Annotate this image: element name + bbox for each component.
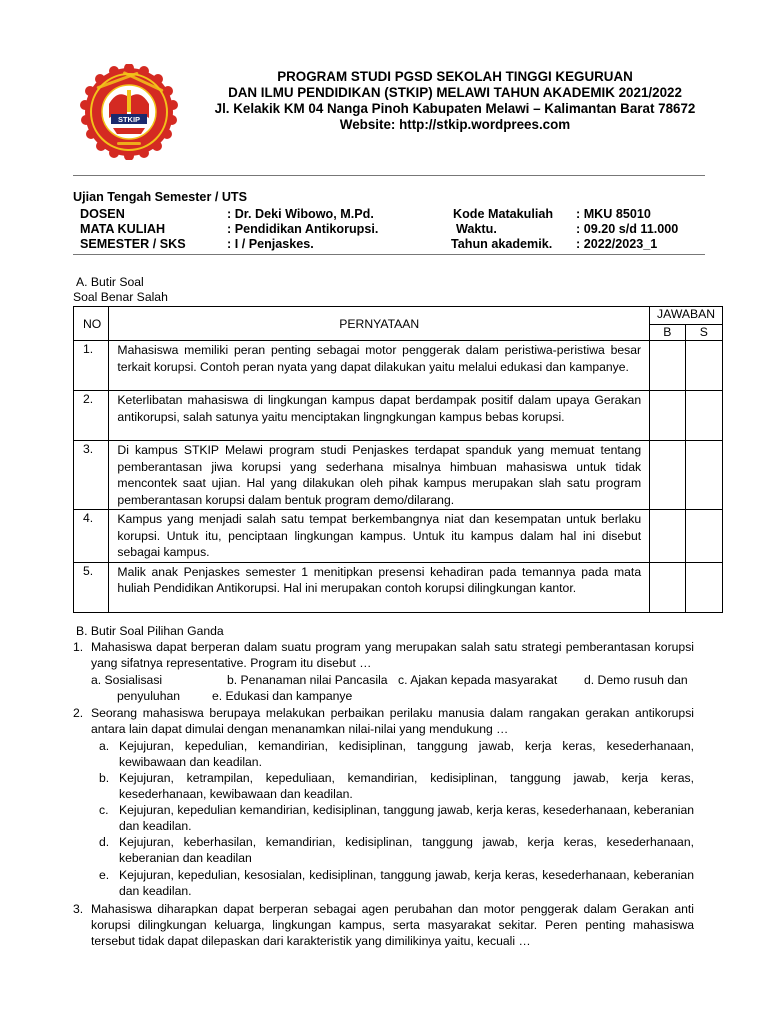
table-row bbox=[74, 341, 723, 391]
matakuliah-label: MATA KULIAH bbox=[80, 222, 166, 236]
header-website: Website: http://stkip.wordprees.com bbox=[339, 117, 571, 132]
answer-cell-b[interactable] bbox=[650, 341, 685, 391]
semester-value: : I / Penjaskes. bbox=[227, 237, 314, 251]
q2-option-label: e. bbox=[99, 868, 110, 882]
q1-option-d-continued: penyuluhan bbox=[117, 689, 181, 703]
semester-label: SEMESTER / SKS bbox=[80, 237, 186, 251]
q1-option-c[interactable]: c. Ajakan kepada masyarakat bbox=[398, 673, 558, 687]
answer-cell-s[interactable] bbox=[685, 391, 722, 441]
question-1-text: Mahasiswa dapat berperan dalam suatu program yang merupakan salah satu strategi pemberantasan korupsi yang sifatnya representative. Program itu disebut … bbox=[91, 640, 694, 670]
header-institution-line-2: DAN ILMU PENDIDIKAN (STKIP) MELAWI TAHUN AKADEMIK 2021/2022 bbox=[228, 85, 682, 100]
dosen-label: DOSEN bbox=[80, 207, 125, 221]
waktu-value: : 09.20 s/d 11.000 bbox=[576, 222, 679, 236]
kode-label: Kode Matakuliah bbox=[453, 207, 554, 221]
exam-title: Ujian Tengah Semester / UTS bbox=[73, 190, 248, 204]
q1-option-a[interactable]: a. Sosialisasi bbox=[91, 673, 163, 687]
question-2-text: Seorang mahasiswa berupaya melakukan perbaikan perilaku manusia dalam rangakan gerakan antikorupsi antara lain dapat dimulai dengan menanamkan nilai-nilai yang mendukung … bbox=[91, 706, 694, 736]
table-row bbox=[74, 510, 723, 563]
answer-cell-s[interactable] bbox=[685, 510, 722, 563]
true-false-table bbox=[73, 306, 723, 613]
info-divider bbox=[73, 254, 705, 255]
matakuliah-value: : Pendidikan Antikorupsi. bbox=[227, 222, 379, 236]
q2-option-d[interactable]: Kejujuran, keberhasilan, kemandirian, kedisiplinan, tanggung jawab, kerja keras, kesederhanaan, keberanian dan keadilan bbox=[119, 835, 694, 865]
q2-option-a[interactable]: Kejujuran, kepedulian, kemandirian, kedisiplinan, tanggung jawab, kerja keras, kesederhanaan, kewibawaan dan keadilan. bbox=[119, 739, 694, 769]
tahun-label: Tahun akademik. bbox=[451, 237, 553, 251]
svg-text:STKIP: STKIP bbox=[117, 115, 141, 124]
row-number: 5. bbox=[74, 562, 109, 612]
question-3-number: 3. bbox=[73, 902, 84, 916]
row-statement: Mahasiswa memiliki peran penting sebagai motor penggerak dalam peristiwa-peristiwa besar terkait korupsi. Contoh peran nyata yang dapat dilakukan yaitu melalui edukasi dan kampanye. bbox=[109, 341, 650, 391]
answer-cell-s[interactable] bbox=[685, 341, 722, 391]
table-row bbox=[74, 391, 723, 441]
info-row-semester bbox=[80, 237, 720, 252]
q1-option-e[interactable]: e. Edukasi dan kampanye bbox=[212, 689, 353, 703]
row-statement: Malik anak Penjaskes semester 1 menitipkan presensi kehadiran pada temannya pada mata huliah Pendidikan Antikorupsi. Hal ini merupakan contoh korupsi dilingkungan kantor. bbox=[109, 562, 650, 612]
section-a-subheading: Soal Benar Salah bbox=[73, 290, 168, 304]
header-divider bbox=[73, 175, 705, 176]
table-row bbox=[74, 441, 723, 510]
tahun-value: : 2022/2023_1 bbox=[576, 237, 658, 251]
header-institution-line-1: PROGRAM STUDI PGSD SEKOLAH TINGGI KEGURUAN bbox=[277, 69, 633, 84]
q2-option-b[interactable]: Kejujuran, ketrampilan, kepeduliaan, kemandirian, kedisiplinan, tanggung jawab, kerja keras, kesederhanaan, kewibawaan dan keadilan. bbox=[119, 771, 694, 801]
row-number: 4. bbox=[74, 510, 109, 563]
question-1-number: 1. bbox=[73, 640, 84, 654]
col-header-jawaban: JAWABAN bbox=[650, 307, 723, 325]
section-a-heading: A. Butir Soal bbox=[76, 275, 144, 289]
answer-cell-b[interactable] bbox=[650, 510, 685, 563]
col-header-s: S bbox=[685, 325, 722, 341]
answer-cell-s[interactable] bbox=[685, 562, 722, 612]
table-row bbox=[74, 562, 723, 612]
row-number: 3. bbox=[74, 441, 109, 510]
row-number: 1. bbox=[74, 341, 109, 391]
col-header-no: NO bbox=[74, 307, 109, 341]
q2-option-label: b. bbox=[99, 771, 110, 785]
question-2-number: 2. bbox=[73, 706, 84, 720]
answer-cell-b[interactable] bbox=[650, 441, 685, 510]
header-address: Jl. Kelakik KM 04 Nanga Pinoh Kabupaten Melawi – Kalimantan Barat 78672 bbox=[214, 101, 696, 116]
col-header-pernyataan: PERNYATAAN bbox=[109, 307, 650, 341]
waktu-label: Waktu. bbox=[456, 222, 497, 236]
row-number: 2. bbox=[74, 391, 109, 441]
q2-option-c[interactable]: Kejujuran, kepedulian kemandirian, kedisiplinan, tanggung jawab, kerja keras, kesederhanaan, keberanian dan keadilan. bbox=[119, 803, 694, 833]
q2-option-e[interactable]: Kejujuran, kepedulian, kesosialan, kedisiplinan, tanggung jawab, kerja keras, kesederhanaan, keberanian dan keadilan. bbox=[119, 868, 694, 898]
kode-value: : MKU 85010 bbox=[576, 207, 651, 221]
row-statement: Keterlibatan mahasiswa di lingkungan kampus dapat berdampak positif dalam upaya Gerakan antikorupsi, salah satunya yaitu menciptakan lingngkungan kampus bebas korupsi. bbox=[109, 391, 650, 441]
stkip-logo bbox=[78, 64, 180, 160]
row-statement: Di kampus STKIP Melawi program studi Penjaskes terdapat spanduk yang memuat tentang pemberantasan jiwa korupsi yang sederhana misalnya himbuan mahasiswa untuk tidak mencontek saat ujian. Hal yang dilakukan oleh pihak kampus merupakan slah satu program pemberantasan korupsi dalam bentuk program demo/dilarang. bbox=[109, 441, 650, 510]
question-3-text: Mahasiswa diharapkan dapat berperan sebagai agen perubahan dan motor penggerak dalam Gerakan anti korupsi dilingkungan keluarga, lingkungan kampus, serta masyarakat sekitar. Peren penting mahasiswa tersebut tidak dapat dilepaskan dari karakteristik yang dimilikinya yaitu, kecuali … bbox=[91, 902, 694, 948]
q2-option-label: c. bbox=[99, 803, 109, 817]
dosen-value: : Dr. Deki Wibowo, M.Pd. bbox=[227, 207, 374, 221]
q1-option-b[interactable]: b. Penanaman nilai Pancasila bbox=[227, 673, 388, 687]
answer-cell-s[interactable] bbox=[685, 441, 722, 510]
row-statement: Kampus yang menjadi salah satu tempat berkembangnya niat dan kesempatan untuk berlaku korupsi. Untuk itu, penciptaan lingkungan kampus. Untuk itu kampus dalam hal ini disebut sebagai kampus. bbox=[109, 510, 650, 563]
info-row-matakuliah bbox=[80, 222, 720, 237]
q2-option-label: a. bbox=[99, 739, 110, 753]
q2-option-label: d. bbox=[99, 835, 110, 849]
answer-cell-b[interactable] bbox=[650, 562, 685, 612]
answer-cell-b[interactable] bbox=[650, 391, 685, 441]
info-row-dosen bbox=[80, 207, 720, 222]
col-header-b: B bbox=[650, 325, 685, 341]
q1-option-d[interactable]: d. Demo rusuh dan bbox=[584, 673, 688, 687]
section-b-heading: B. Butir Soal Pilihan Ganda bbox=[76, 624, 224, 638]
